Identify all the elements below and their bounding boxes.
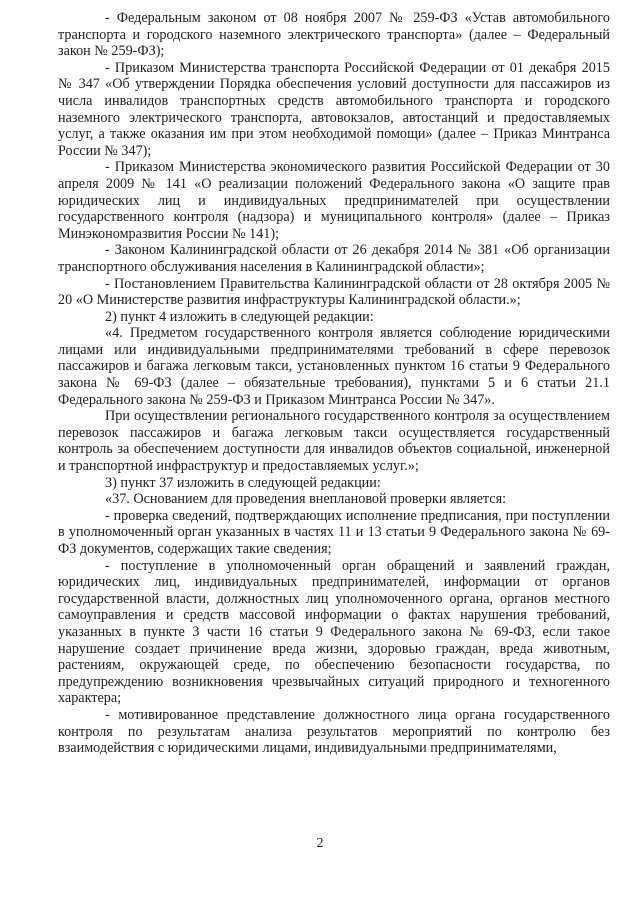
paragraph-clause-4-continued: При осуществлении регионального государственного контроля за осуществлением перевозок пассажиров и багажа легковым такси осуществляется государственный контроль за обеспечением доступности для инвалидов объектов социальной, инженерной и транспортной инфраструктур и предоставляемых услуг.»; [58,408,610,475]
paragraph-ground-complaints: - поступление в уполномоченный орган обращений и заявлений граждан, юридических лиц, индивидуальных предпринимателей, информации от органов государственной власти, должностных лиц уполномоченного органа, органов местного самоуправления и средств массовой информации о фактах нарушения требований, указанных в пункте 3 части 16 статьи 9 Федерального закона № 69-ФЗ, если такое нарушение создает причинение вреда жизни, здоровью граждан, вреда животным, растениям, окружающей среде, по обеспечению безопасности государства, по предупреждению возникновения чрезвычайных ситуаций природного и техногенного характера; [58,557,610,707]
paragraph-clause-4: «4. Предметом государственного контроля является соблюдение юридическими лицами или индивидуальными предпринимателями требований в сфере перевозок пассажиров и багажа легковым такси, установленных пунктом 16 статьи 9 Федерального закона № 69-ФЗ (далее – обязательные требования), пунктами 5 и 6 статьи 21.1 Федерального закона № 259-ФЗ и Приказом Минтранса России № 347». [58,325,610,408]
paragraph-item-3: 3) пункт 37 изложить в следующей редакции: [105,474,381,491]
paragraph-ground-motivated-submission: - мотивированное представление должностного лица органа государственного контроля по результатам анализа результатов мероприятий по контролю без взаимодействия с юридическими лицами, индивидуальными предпринимателями, [58,706,610,757]
paragraph-resolution-kaliningrad-20: - Постановлением Правительства Калининградской области от 28 октября 2005 № 20 «О Министерстве развития инфраструктуры Калининградской области.»; [58,275,610,309]
paragraph-clause-37: «37. Основанием для проведения внеплановой проверки является: [105,491,507,508]
paragraph-law-kaliningrad-381: - Законом Калининградской области от 26 декабря 2014 № 381 «Об организации транспортного обслуживания населения в Калининградской области»; [58,242,610,275]
page-number: 2 [316,836,324,851]
paragraph-order-mintrans-347: - Приказом Министерства транспорта Российской Федерации от 01 декабря 2015 № 347 «Об утверждении Порядка обеспечения условий доступности для пассажиров из числа инвалидов транспортных средств автомобильного транспорта и городского наземного электрического транспорта, автовокзалов, автостанций и предоставляемых услуг, а также оказания им при этом необходимой помощи» (далее – Приказ Минтранса России № 347); [58,59,610,159]
paragraph-fz-259: - Федеральным законом от 08 ноября 2007 № 259-ФЗ «Устав автомобильного транспорта и городского наземного электрического транспорта» (далее – Федеральный закон № 259-ФЗ); [58,10,610,60]
paragraph-item-2: 2) пункт 4 изложить в следующей редакции: [105,308,374,325]
paragraph-ground-verification: - проверка сведений, подтверждающих исполнение предписания, при поступлении в уполномоченный орган указанных в частях 11 и 13 статьи 9 Федерального закона № 69-ФЗ документов, содержащих такие сведения; [58,507,610,557]
paragraph-order-minecon-141: - Приказом Министерства экономического развития Российской Федерации от 30 апреля 2009 № 141 «О реализации положений Федерального закона «О защите прав юридических лиц и индивидуальных предпринимателей при осуществлении государственного контроля (надзора) и муниципального контроля» (далее – Приказ Минэкономразвития России № 141); [58,159,610,242]
document-page [58,10,610,757]
